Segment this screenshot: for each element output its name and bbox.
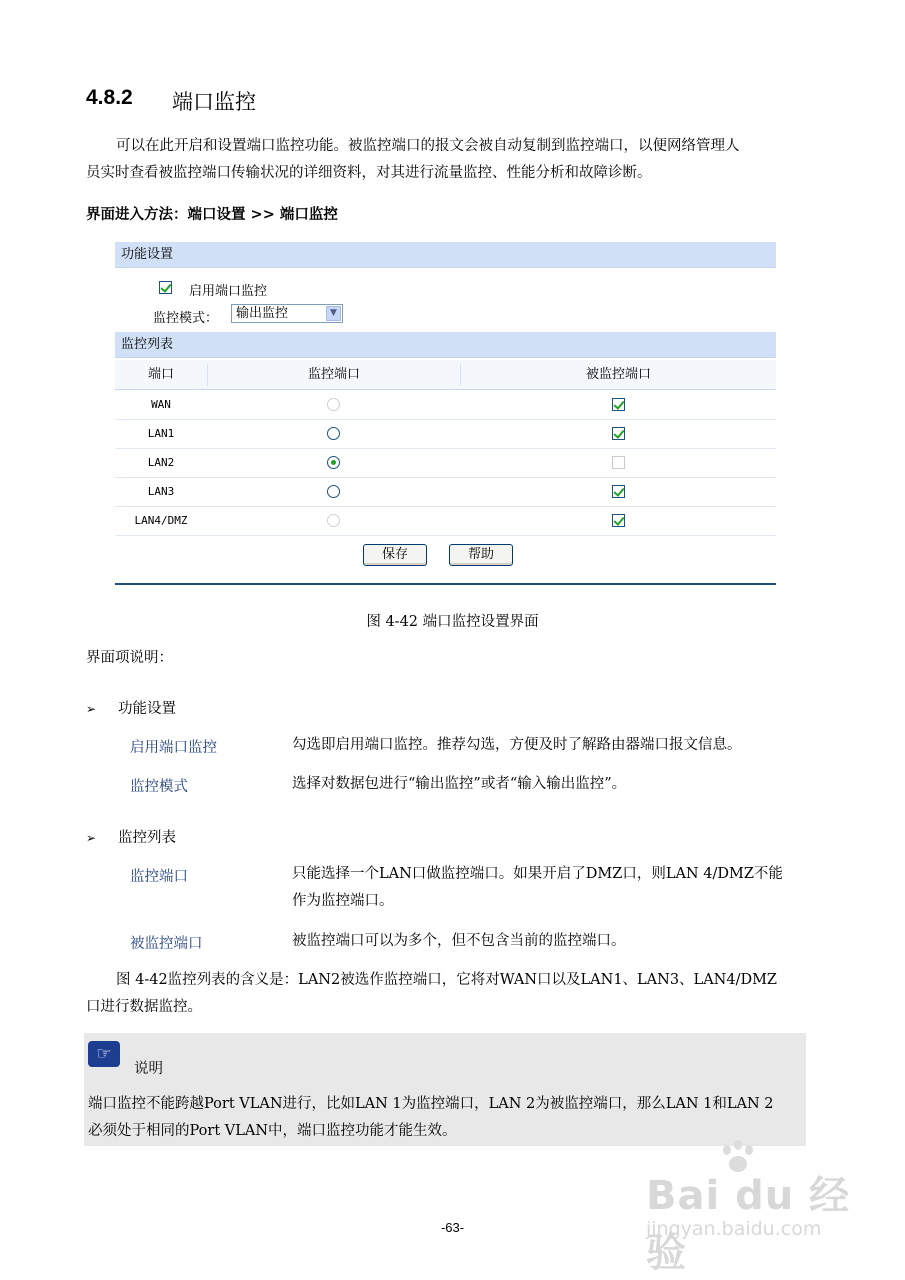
monitored-checkbox-lan4-dmz[interactable]	[612, 514, 625, 527]
intro-paragraph	[86, 133, 816, 187]
table-header	[115, 360, 776, 390]
col-port: 端口	[147, 367, 174, 382]
monitored-checkbox-lan2	[612, 456, 625, 469]
monitor-radio-wan	[327, 398, 340, 411]
arrow-bullet-icon: ➢	[86, 702, 97, 716]
summary-paragraph: 图 4-42监控列表的含义是：LAN2被选作监控端口，它将对WAN口以及LAN1、LAN3、LAN4/DMZ 口进行数据监控。	[86, 972, 778, 1015]
mode-select-value: 输出监控	[236, 306, 289, 321]
monitored-checkbox-lan1[interactable]	[612, 427, 625, 440]
port-monitor-ui	[115, 242, 776, 586]
monitored-checkbox-wan[interactable]	[612, 398, 625, 411]
term-mode: 监控模式	[130, 779, 188, 795]
page-number: -63-	[440, 1220, 465, 1235]
ui-bottom-divider	[115, 583, 776, 585]
table-row	[115, 477, 776, 507]
col-monitor-port: 监控端口	[307, 367, 360, 382]
row-port-label: LAN2	[147, 456, 175, 469]
intro-line-1: 可以在此开启和设置端口监控功能。被监控端口的报文会被自动复制到监控端口，以便网络管理人	[116, 138, 740, 154]
group-heading-function: ➢ 功能设置	[86, 701, 176, 717]
enable-label: 启用端口监控	[189, 284, 268, 299]
chevron-down-icon[interactable]: ▼	[326, 306, 341, 321]
table-row	[115, 390, 776, 420]
pointing-hand-icon: ☞	[88, 1041, 120, 1067]
monitor-list-band: 监控列表	[115, 332, 776, 358]
help-button[interactable]: 帮助	[449, 544, 513, 566]
group-heading-list: ➢ 监控列表	[86, 830, 176, 846]
save-button[interactable]: 保存	[363, 544, 427, 566]
function-settings-band: 功能设置	[115, 242, 776, 268]
desc-mode: 选择对数据包进行“输出监控”或者“输入输出监控”。	[292, 776, 627, 792]
term-monitor-port: 监控端口	[130, 869, 188, 885]
desc-monitor-port: 只能选择一个LAN口做监控端口。如果开启了DMZ口，则LAN 4/DMZ不能 作为监控端口。	[292, 866, 783, 909]
monitored-checkbox-lan3[interactable]	[612, 485, 625, 498]
note-text: 端口监控不能跨越Port VLAN进行，比如LAN 1为监控端口，LAN 2为被监控端口，那么LAN 1和LAN 2 必须处于相同的Port VLAN中，端口监控功能才能生效。	[88, 1096, 774, 1139]
baidu-watermark	[640, 1140, 880, 1276]
mode-select[interactable]	[231, 304, 343, 323]
desc-monitored-port: 被监控端口可以为多个，但不包含当前的监控端口。	[292, 933, 626, 949]
row-port-label: WAN	[151, 398, 171, 411]
note-title: 说明	[134, 1061, 163, 1077]
figure-caption: 图 4-42 端口监控设置界面	[366, 614, 539, 630]
intro-line-2: 员实时查看被监控端口传输状况的详细资料，对其进行流量监控、性能分析和故障诊断。	[86, 165, 652, 181]
desc-enable: 勾选即启用端口监控。推荐勾选，方便及时了解路由器端口报文信息。	[292, 737, 742, 753]
items-intro: 界面项说明：	[86, 650, 173, 666]
mode-label: 监控模式：	[153, 311, 219, 326]
watermark-brand: Bai du 经验	[646, 1173, 851, 1276]
col-monitored-port: 被监控端口	[585, 367, 651, 382]
term-monitored-port: 被监控端口	[130, 936, 203, 952]
row-port-label: LAN1	[147, 427, 175, 440]
monitor-radio-lan3[interactable]	[327, 485, 340, 498]
note-box	[84, 1033, 806, 1146]
enable-checkbox[interactable]	[159, 281, 172, 294]
table-row	[115, 419, 776, 449]
section-number: 4.8.2	[86, 86, 133, 109]
monitor-radio-lan2[interactable]	[327, 456, 340, 469]
arrow-bullet-icon: ➢	[86, 831, 97, 845]
watermark-url: jingyan.baidu.com	[646, 1218, 822, 1240]
term-enable: 启用端口监控	[130, 740, 217, 756]
monitor-radio-lan4-dmz	[327, 514, 340, 527]
row-port-label: LAN4/DMZ	[134, 514, 188, 527]
nav-path: 界面进入方法：端口设置 >> 端口监控	[86, 206, 338, 223]
table-row	[115, 448, 776, 478]
monitor-radio-lan1[interactable]	[327, 427, 340, 440]
section-title: 端口监控	[172, 90, 256, 114]
table-row	[115, 506, 776, 536]
row-port-label: LAN3	[147, 485, 175, 498]
